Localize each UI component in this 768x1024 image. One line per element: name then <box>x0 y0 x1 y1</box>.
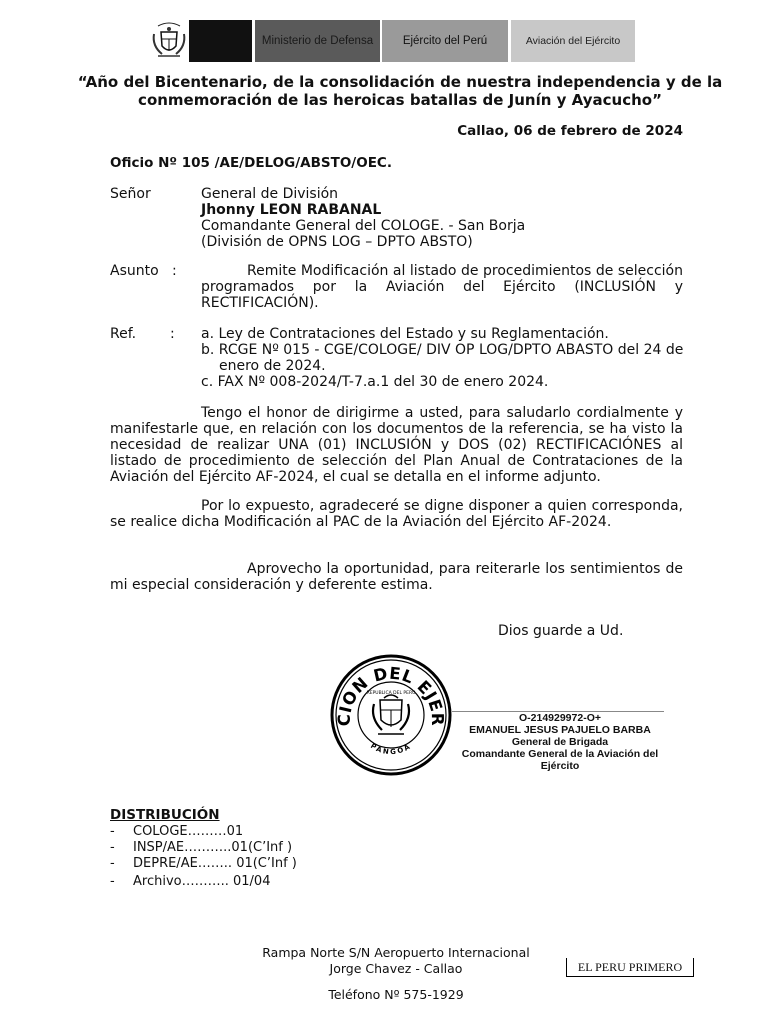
national-coat-of-arms-icon <box>150 20 188 62</box>
oficio-number: Oficio Nº 105 /AE/DELOG/ABSTO/OEC. <box>110 155 392 171</box>
asunto-colon: : <box>172 263 177 279</box>
official-stamp <box>330 654 452 776</box>
distribution-item-text: Archivo……….. 01/04 <box>133 874 271 889</box>
body-paragraph-3: Aprovecho la oportunidad, para reiterarle los sentimientos de mi especial consideración y deferente estima. <box>110 561 683 593</box>
distribution-item: - INSP/AE………..01(C’Inf ) <box>110 840 293 855</box>
ministry-label: Ministerio de Defensa <box>261 35 374 47</box>
header-black-block <box>189 20 252 62</box>
signature-block <box>446 712 674 772</box>
asunto-label: Asunto <box>110 263 159 279</box>
header-army <box>382 20 508 62</box>
body-paragraph-1: Tengo el honor de dirigirme a usted, para saludarlo cordialmente y manifestarle que, en relación con los documentos de la referencia, se ha visto la necesidad de realizar UNA (01) INCLUSIÓN y DOS (02) RECTIFICACIÓNES al listado de procedimiento de selección del Plan Anual de Contrataciones de la Aviación del Ejército AF-2024, el cual se detalla en el informe adjunto. <box>110 405 683 485</box>
ref-list <box>201 326 685 390</box>
recipient-position: Comandante General del COLOGE. - San Borja <box>201 218 526 234</box>
footer-address <box>246 945 546 977</box>
footer-slogan-text: EL PERU PRIMERO <box>577 960 683 974</box>
stamp-bottom-text: PANGOA <box>369 741 413 757</box>
stamp-ring-text: CION DEL EJER <box>334 663 448 727</box>
signature-title: Comandante General de la Aviación del Ejército <box>461 748 659 772</box>
asunto-text <box>201 263 683 311</box>
closing-phrase: Dios guarde a Ud. <box>498 623 624 639</box>
distribution-item: - DEPRE/AE…….. 01(C’Inf ) <box>110 856 297 871</box>
distribution-item-text: DEPRE/AE…….. 01(C’Inf ) <box>133 856 297 871</box>
distribution-title: DISTRIBUCIÓN <box>110 807 220 823</box>
recipient-block <box>201 186 525 250</box>
footer-address-line-2: Jorge Chavez - Callao <box>329 961 463 976</box>
signature-name: EMANUEL JESUS PAJUELO BARBA <box>469 724 651 736</box>
distribution-item-text: COLOGE………01 <box>133 824 244 839</box>
footer-slogan <box>566 958 694 977</box>
signature-rank: General de Brigada <box>511 736 609 748</box>
distribution-item: - Archivo……….. 01/04 <box>110 874 271 889</box>
ref-colon: : <box>170 326 175 342</box>
recipient-division: (División de OPNS LOG – DPTO ABSTO) <box>201 234 473 250</box>
body-paragraph-2: Por lo expuesto, agradeceré se digne disponer a quien corresponda, se realice dicha Modificación al PAC de la Aviación del Ejército AF-2024. <box>110 498 683 530</box>
recipient-name: Jhonny LEON RABANAL <box>201 202 382 218</box>
ref-item: a. Ley de Contrataciones del Estado y su Reglamentación. <box>201 326 609 342</box>
header-ministry <box>255 20 380 62</box>
recipient-rank: General de División <box>201 186 339 202</box>
ref-item: b. RCGE Nº 015 - CGE/COLOGE/ DIV OP LOG/DPTO ABASTO del 24 de enero de 2024. <box>201 342 684 374</box>
stamp-inner-text: REPUBLICA DEL PERU <box>366 691 416 696</box>
year-motto: “Año del Bicentenario, de la consolidación de nuestra independencia y de la conmemoración de las heroicas batallas de Junín y Ayacucho” <box>77 73 723 109</box>
distribution-item-text: INSP/AE………..01(C’Inf ) <box>133 840 293 855</box>
asunto-text-content: Remite Modificación al listado de procedimientos de selección programados por la Aviación del Ejército (INCLUSIÓN y RECTIFICACIÓN). <box>201 263 683 311</box>
footer-address-line-1: Rampa Norte S/N Aeropuerto Internacional <box>262 945 530 960</box>
ref-label: Ref. <box>110 326 137 342</box>
header-aviation <box>511 20 635 62</box>
aviation-label: Aviación del Ejército <box>525 35 621 47</box>
footer-phone: Teléfono Nº 575-1929 <box>328 987 464 1002</box>
recipient-salutation: Señor <box>110 186 151 202</box>
distribution-item: - COLOGE………01 <box>110 824 244 839</box>
signature-id: O-214929972-O+ <box>518 712 602 724</box>
army-label: Ejército del Perú <box>402 35 488 47</box>
document-date: Callao, 06 de febrero de 2024 <box>457 123 683 139</box>
ref-item: c. FAX Nº 008-2024/T-7.a.1 del 30 de enero 2024. <box>201 374 549 390</box>
